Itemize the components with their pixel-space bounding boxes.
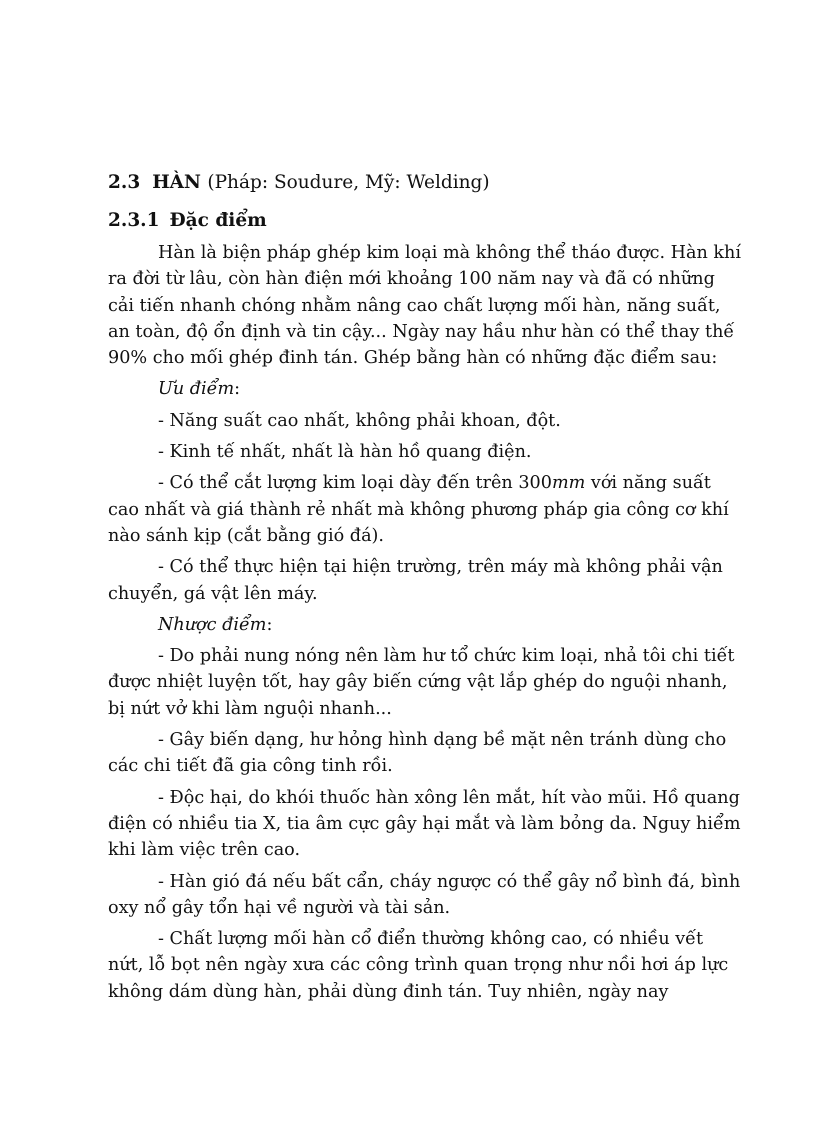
section-subtitle: (Pháp: Soudure, Mỹ: Welding) <box>207 172 490 193</box>
advantage-item: - Có thể thực hiện tại hiện trường, trên máy mà không phải vận chuyển, gá vật lên máy. <box>108 557 723 604</box>
unit-mm: mm <box>551 473 586 494</box>
disadvantage-item: - Chất lượng mối hàn cổ điển thường không cao, có nhiều vết nứt, lỗ bọt nên ngày xưa các công trình quan trọng như nồi hơi áp lực không dám dùng hàn, phải dùng đinh tán. Tuy nhiên, ngày nay <box>108 929 729 1002</box>
advantage-item-text: với năng suất cao nhất và giá thành rẻ nhất mà không phương pháp gia công cơ khí nào sánh kịp (cắt bằng gió đá). <box>108 473 729 546</box>
document-page <box>108 168 742 1010</box>
intro-paragraph: Hàn là biện pháp ghép kim loại mà không thể tháo được. Hàn khí ra đời từ lâu, còn hàn điện mới khoảng 100 năm nay và đã có những cải tiến nhanh chóng nhằm nâng cao chất lượng mối hàn, năng suất, an toàn, độ ổn định và tin cậy... Ngày nay hầu như hàn có thể thay thế 90% cho mối ghép đinh tán. Ghép bằng hàn có những đặc điểm sau: <box>108 243 742 369</box>
disadvantage-item: - Độc hại, do khói thuốc hàn xông lên mắt, hít vào mũi. Hồ quang điện có nhiều tia X, tia âm cực gây hại mắt và làm bỏng da. Nguy hiểm khi làm việc trên cao. <box>108 787 741 861</box>
advantages-label-text: Ưu điểm <box>158 379 235 400</box>
disadvantage-item: - Do phải nung nóng nên làm hư tổ chức kim loại, nhả tôi chi tiết được nhiệt luyện tốt, hay gây biến cứng vật lắp ghép do nguội nhanh, bị nứt vở khi làm nguội nhanh... <box>108 646 735 719</box>
disadvantages-label-text: Nhược điểm <box>158 614 267 635</box>
advantage-item: - Kinh tế nhất, nhất là hàn hồ quang điện. <box>158 442 532 463</box>
subsection-number: 2.3.1 <box>108 210 160 231</box>
disadvantages-label <box>108 612 742 638</box>
disadvantage-item: - Gây biến dạng, hư hỏng hình dạng bề mặt nên tránh dùng cho các chi tiết đã gia công tinh rồi. <box>108 730 727 777</box>
disadvantage-item: - Hàn gió đá nếu bất cẩn, cháy ngược có thể gây nổ bình đá, bình oxy nổ gây tổn hại về người và tài sản. <box>108 871 741 918</box>
subsection-heading <box>108 206 742 236</box>
disadvantages-label-colon: : <box>266 614 273 635</box>
advantages-label <box>108 376 742 402</box>
advantage-item-text: - Có thể cắt lượng kim loại dày đến trên 300 <box>158 473 552 494</box>
section-title: HÀN <box>152 172 201 193</box>
section-heading <box>108 168 742 198</box>
section-number: 2.3 <box>108 172 141 193</box>
subsection-title: Đặc điểm <box>169 210 267 231</box>
advantages-label-colon: : <box>234 379 241 400</box>
advantage-item: - Năng suất cao nhất, không phải khoan, đột. <box>158 410 561 431</box>
advantage-item <box>108 470 742 549</box>
